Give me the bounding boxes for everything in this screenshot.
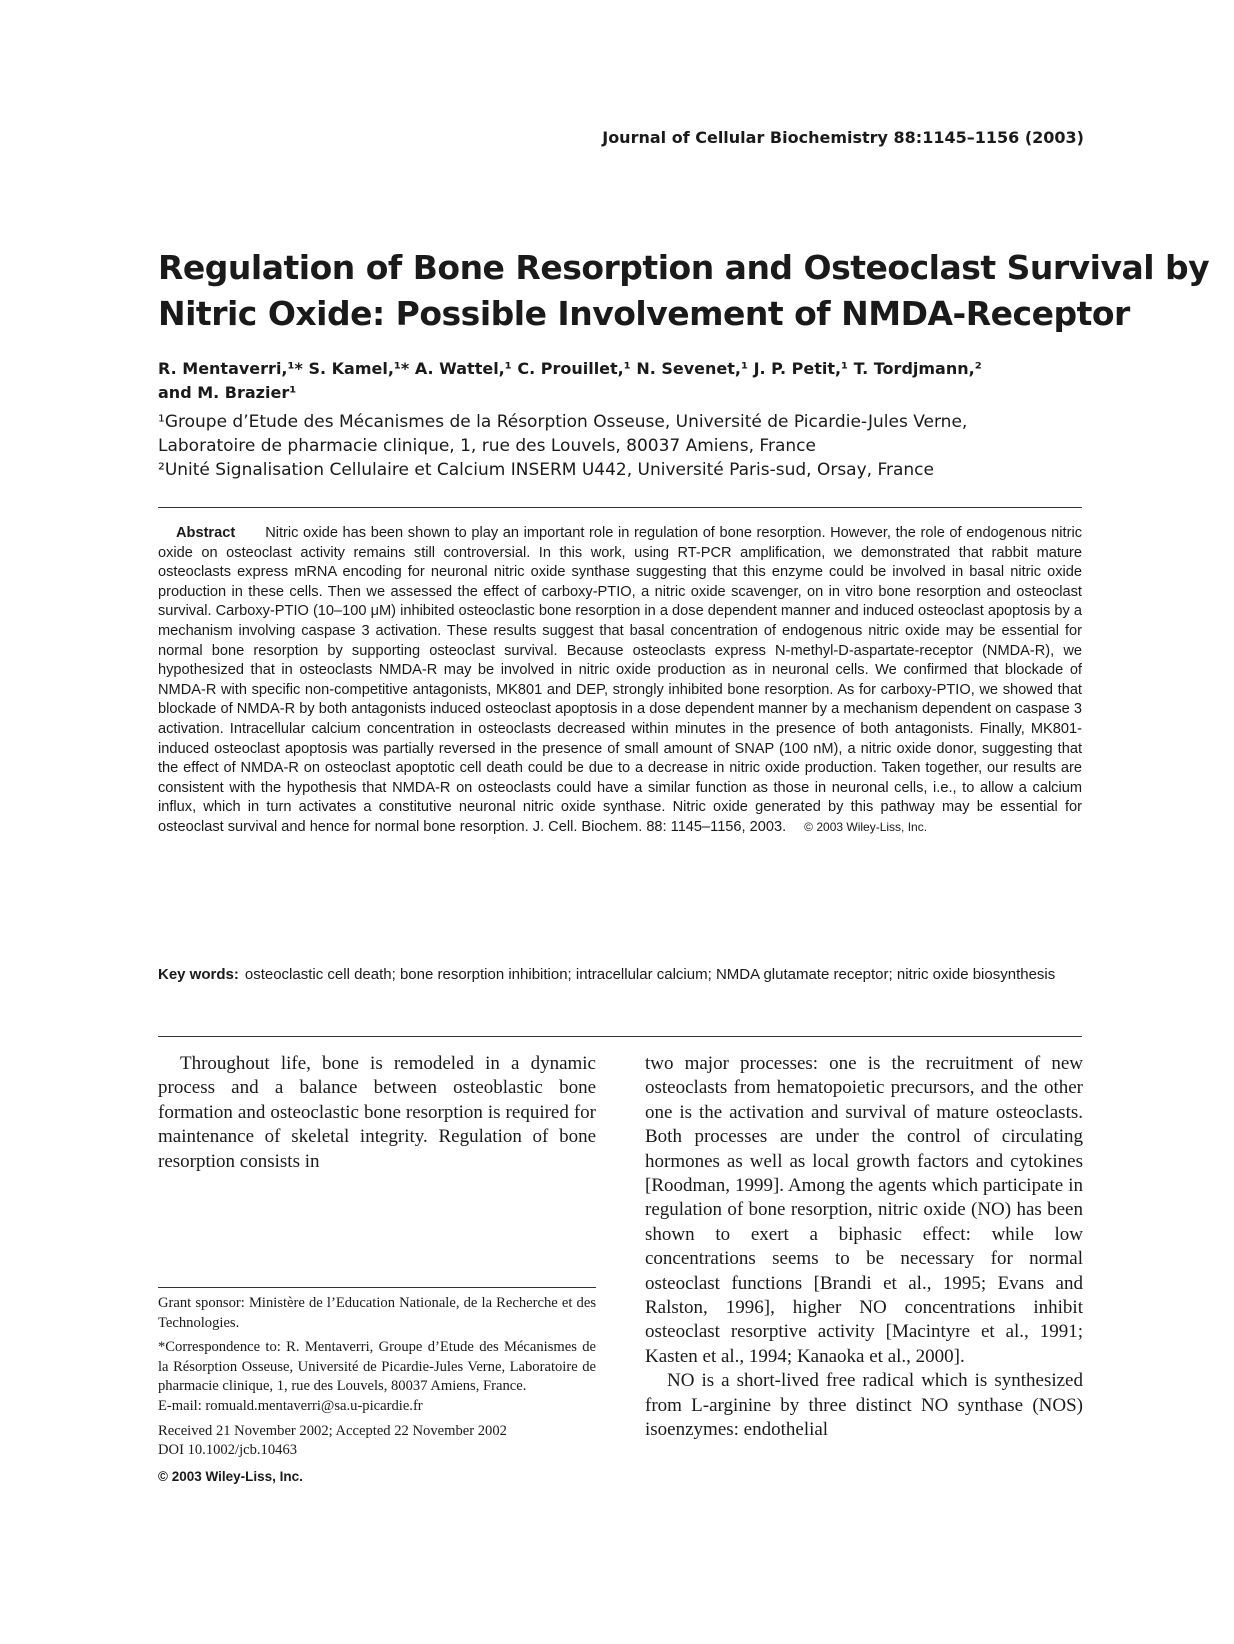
- doi: DOI 10.1002/jcb.10463: [158, 1442, 298, 1459]
- email: E-mail: romuald.mentaverri@sa.u-picardie.fr: [158, 1397, 423, 1414]
- keywords-text: osteoclastic cell death; bone resorption inhibition; intracellular calcium; NMDA glutamate receptor; nitric oxide biosynthesis: [244, 966, 1056, 983]
- body-column-right: [645, 1052, 1083, 1443]
- abstract-label: Abstract: [176, 525, 236, 541]
- authors-line-1: R. Mentaverri,¹* S. Kamel,¹* A. Wattel,¹ C. Prouillet,¹ N. Sevenet,¹ J. P. Petit,¹ T. Tordjmann,²: [158, 359, 982, 378]
- body-paragraph: NO is a short-lived free radical which is synthesized from L-arginine by three distinct NO synthase (NOS) isoenzymes: endothelial: [645, 1370, 1083, 1441]
- body-column-left: [158, 1052, 596, 1174]
- keywords-label: Key words:: [158, 966, 239, 983]
- article-title: [158, 245, 1210, 337]
- author-list: [158, 357, 1078, 405]
- affiliations: [158, 410, 1078, 482]
- affiliation-line-2: Laboratoire de pharmacie clinique, 1, rue des Louvels, 80037 Amiens, France: [158, 436, 816, 456]
- received-accepted: Received 21 November 2002; Accepted 22 November 2002: [158, 1422, 507, 1439]
- title-line-2: Nitric Oxide: Possible Involvement of NMDA-Receptor: [158, 294, 1130, 333]
- abstract-bottom-rule: [158, 1036, 1082, 1037]
- abstract-block: [158, 524, 1082, 838]
- correspondence: *Correspondence to: R. Mentaverri, Groupe d’Etude des Mécanismes de la Résorption Osseuse, Université de Picardie-Jules Verne, Laboratoire de pharmacie clinique, 1, rue des Louvels, 80037 Amiens, France.: [158, 1339, 596, 1395]
- abstract-copyright: © 2003 Wiley-Liss, Inc.: [804, 819, 928, 834]
- keywords-block: [158, 964, 1082, 986]
- footnote-rule: [158, 1287, 596, 1288]
- affiliation-line-1: ¹Groupe d’Etude des Mécanismes de la Résorption Osseuse, Université de Picardie-Jules Verne,: [158, 412, 968, 432]
- grant-sponsor: Grant sponsor: Ministère de l’Education Nationale, de la Recherche et des Technologies.: [158, 1295, 596, 1331]
- footnotes: [158, 1294, 596, 1491]
- body-paragraph: two major processes: one is the recruitment of new osteoclasts from hematopoietic precursors, and the other one is the activation and survival of mature osteoclasts. Both processes are under the control of circulating hormones as well as local growth factors and cytokines [Roodman, 1999]. Among the agents which participate in regulation of bone resorption, nitric oxide (NO) has been shown to exert a biphasic effect: while low concentrations seems to be necessary for normal osteoclast functions [Brandi et al., 1995; Evans and Ralston, 1996], higher NO concentrations inhibit osteoclast resorptive activity [Macintyre et al., 1991; Kasten et al., 1994; Kanaoka et al., 2000].: [645, 1053, 1083, 1367]
- journal-citation: Journal of Cellular Biochemistry 88:1145–1156 (2003): [602, 128, 1084, 147]
- abstract-text: Nitric oxide has been shown to play an important role in regulation of bone resorption. However, the role of endogenous nitric oxide on osteoclast activity remains still controversial. In this work, using RT-PCR amplification, we demonstrated that rabbit mature osteoclasts express mRNA encoding for neuronal nitric oxide synthase suggesting that this enzyme could be involved in basal nitric oxide production in these cells. Then we assessed the effect of carboxy-PTIO, a nitric oxide scavenger, on in vitro bone resorption and osteoclast survival. Carboxy-PTIO (10–100 μM) inhibited osteoclastic bone resorption in a dose dependent manner and induced osteoclast apoptosis by a mechanism involving caspase 3 activation. These results suggest that basal concentration of endogenous nitric oxide may be essential for normal bone resorption by supporting osteoclast survival. Because osteoclasts express N-methyl-D-aspartate-receptor (NMDA-R), we hypothesized that in osteoclasts NMDA-R may be involved in nitric oxide production as in neuronal cells. We confirmed that blockade of NMDA-R with specific non-competitive antagonists, MK801 and DEP, strongly inhibited bone resorption. As for carboxy-PTIO, we showed that blockade of NMDA-R by both antagonists induced osteoclast apoptosis in a dose dependent manner by a mechanism dependent on caspase 3 activation. Intracellular calcium concentration in osteoclasts decreased within minutes in the presence of both antagonists. Finally, MK801-induced osteoclast apoptosis was partially reversed in the presence of small amount of SNAP (100 nM), a nitric oxide donor, suggesting that the effect of NMDA-R on osteoclast apoptotic cell death could be due to a decrease in nitric oxide production. Taken together, our results are consistent with the hypothesis that NMDA-R on osteoclasts could have a similar function as those in neuronal cells, i.e., to allow a calcium influx, which in turn activates a constitutive neuronal nitric oxide synthase. Nitric oxide generated by this pathway may be essential for osteoclast survival and hence for normal bone resorption. J. Cell. Biochem. 88: 1145–1156, 2003.: [158, 525, 1082, 835]
- body-paragraph: Throughout life, bone is remodeled in a dynamic process and a balance between osteoblastic bone formation and osteoclastic bone resorption is required for maintenance of skeletal integrity. Regulation of bone resorption consists in: [158, 1053, 596, 1172]
- authors-line-2: and M. Brazier¹: [158, 383, 297, 402]
- affiliation-line-3: ²Unité Signalisation Cellulaire et Calcium INSERM U442, Université Paris-sud, Orsay, France: [158, 460, 934, 480]
- title-line-1: Regulation of Bone Resorption and Osteoclast Survival by: [158, 248, 1210, 287]
- footnote-copyright: © 2003 Wiley-Liss, Inc.: [158, 1468, 303, 1484]
- abstract-top-rule: [158, 507, 1082, 508]
